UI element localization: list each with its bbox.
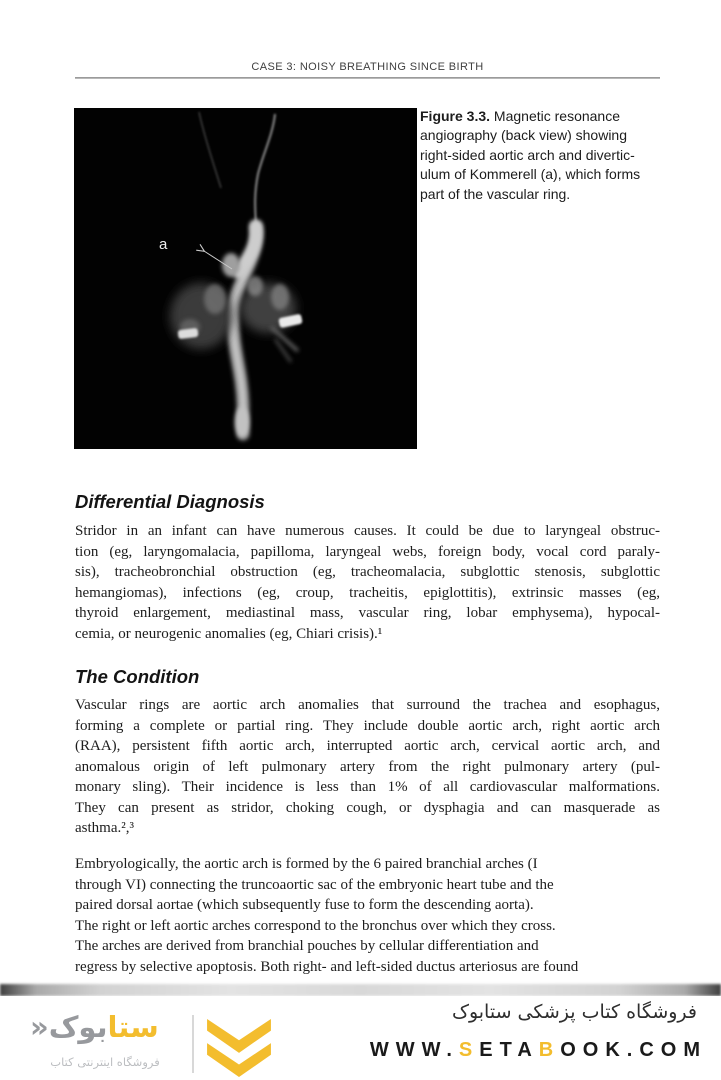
paragraph-line: hemangiomas), infections (eg, croup, tracheitis, epiglottitis), extrinsic masses (eg, [75, 584, 660, 601]
mra-rendering [74, 108, 417, 449]
header-rule [75, 77, 660, 79]
paragraph-line: tion (eg, laryngomalacia, papilloma, laryngeal webs, foreign body, vocal cord paraly- [75, 543, 660, 560]
paragraph-line: forming a complete or partial ring. They include double aortic arch, right aortic arch [75, 717, 660, 734]
caption-line: right-sided aortic arch and divertic- [420, 146, 635, 163]
store-name: فروشگاه کتاب پزشکی ستابوک [451, 1001, 697, 1023]
chevron-emblem-icon [202, 1018, 276, 1078]
paragraph-line: monary sling). Their incidence is less than 1% of all cardiovascular malformations. [75, 779, 660, 795]
url-part: B [538, 1039, 561, 1061]
paragraph-line: sis), tracheobronchial obstruction (eg, tracheomalacia, subglottic stenosis, subglottic [75, 564, 660, 580]
section-heading-the-condition: The Condition [75, 666, 200, 687]
running-title: CASE 3: NOISY BREATHING SINCE BIRTH [251, 61, 484, 73]
section-heading-differential-diagnosis: Differential Diagnosis [75, 491, 265, 512]
paragraph-line: through VI) connecting the truncoaortic sac of the embryonic heart tube and the [75, 876, 554, 893]
paragraph-line: The right or left aortic arches correspond to the bronchus over which they cross. [75, 917, 556, 934]
caption-line: angiography (back view) showing [420, 127, 627, 144]
url-part: S [458, 1039, 480, 1061]
mri-figure-image [74, 108, 417, 449]
paragraph-line: anomalous origin of left pulmonary artery from the right pulmonary artery (pul- [75, 758, 660, 775]
url-part: WWW. [369, 1039, 459, 1061]
paragraph-line: Embryologically, the aortic arch is formed by the 6 paired branchial arches (I [75, 856, 538, 872]
url-part: ETA [479, 1039, 539, 1061]
url-part: OOK.COM [560, 1039, 707, 1061]
caption-label: Figure 3.3. [420, 108, 491, 124]
paragraph [75, 521, 660, 644]
footer-shadow [0, 984, 721, 996]
brand-wordmark [30, 1006, 159, 1048]
guillemet-icon: « [30, 1010, 49, 1044]
caption-line [420, 107, 672, 126]
paragraph [75, 854, 660, 977]
brand-tagline: فروشگاه اینترنتی کتاب [50, 1055, 160, 1069]
paragraph-line: Vascular rings are aortic arch anomalies that surround the trachea and esophagus, [75, 697, 660, 713]
brand-wordmark-accent: ستا [107, 1010, 159, 1044]
paragraph [75, 695, 660, 839]
website-url [370, 1039, 707, 1062]
caption-line: part of the vascular ring. [420, 185, 571, 202]
brand-wordmark-rest: بوک [48, 1010, 108, 1044]
paragraph-line: thyroid enlargement, mediastinal mass, vascular ring, lobar emphysema), hypocal- [75, 605, 660, 621]
paragraph-line: The arches are derived from branchial pouches by cellular differentiation and [75, 938, 539, 954]
figure-label-a: a [159, 236, 168, 253]
figure-caption [420, 107, 672, 204]
brand-divider [192, 1015, 194, 1073]
caption-text: Magnetic resonance [490, 108, 620, 124]
paragraph-line: Stridor in an infant can have numerous causes. It could be due to laryngeal obstruc- [75, 523, 660, 539]
paragraph-line: (RAA), persistent fifth aortic arch, interrupted aortic arch, cervical aortic arch, and [75, 738, 660, 754]
paragraph-line: They can present as stridor, choking cough, or dysphagia and can masquerade as [75, 799, 660, 816]
paragraph-line: regress by selective apoptosis. Both right- and left-sided ductus arteriosus are found [75, 958, 579, 975]
paragraph-line: cemia, or neurogenic anomalies (eg, Chiari crisis).¹ [75, 625, 383, 642]
paragraph-line: asthma.²,³ [75, 820, 134, 836]
caption-line: ulum of Kommerell (a), which forms [420, 166, 641, 183]
paragraph-line: paired dorsal aortae (which subsequently fuse to form the descending aorta). [75, 897, 534, 913]
footer-banner [0, 996, 721, 1080]
